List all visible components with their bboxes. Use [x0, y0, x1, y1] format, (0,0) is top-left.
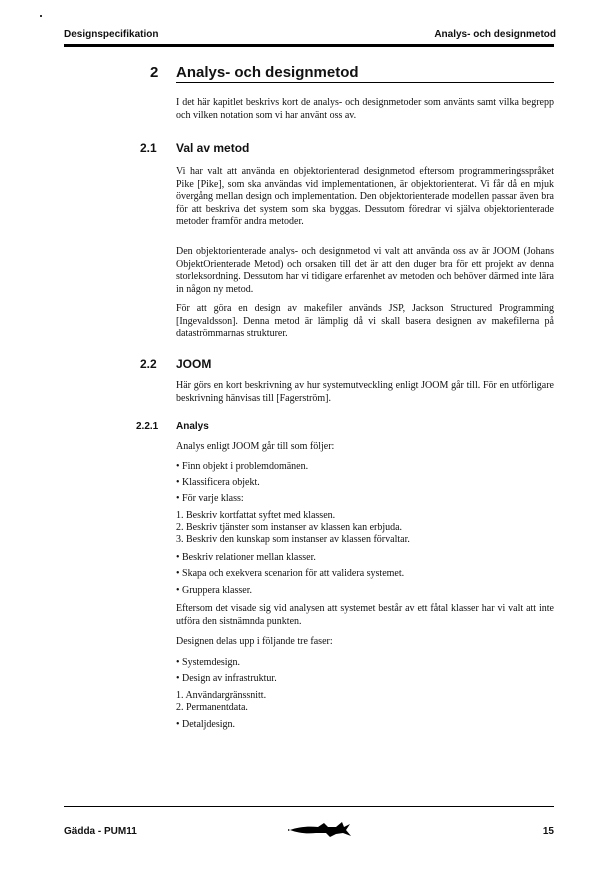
design-phases-lead: Designen delas upp i följande tre faser: — [176, 636, 333, 647]
section-2-2-intro: Här görs en kort beskrivning av hur systemutveckling enligt JOOM går till. För en utförligare beskrivning hänvisas till [Fagerström]. — [176, 380, 554, 404]
subsection-number-2-2-1: 2.2.1 — [136, 421, 159, 432]
footer-project-label: Gädda - PUM11 — [64, 826, 137, 837]
chapter-title: Analys- och designmetod — [176, 64, 359, 81]
footer-rule — [64, 806, 554, 807]
list-item: 2. Beskriv tjänster som instanser av klassen kan erbjuda. — [176, 522, 403, 533]
list-item: • Finn objekt i problemdomänen. — [176, 461, 309, 472]
paragraph: För att göra en design av makefiler används JSP, Jackson Structured Programming [Ingevaldsson]. Denna metod är lämplig då vi skall basera designen av makefilerna på dataströmmarnas strukturer. — [176, 303, 554, 339]
list-item: • Klassificera objekt. — [176, 477, 260, 488]
paragraph: Den objektorienterade analys- och designmetod vi valt att använda oss av är JOOM (Johans ObjektOrienterade Metod) och orsaken till det är att den duger bra för ett projekt av denna storleksordning. Dessutom har vi tidigare erfarenhet av metoden och behöver därmed inte lära in någon ny metod. — [176, 246, 554, 295]
list-item: • Design av infrastruktur. — [176, 673, 277, 684]
list-item: • Systemdesign. — [176, 657, 241, 668]
pike-fish-icon — [288, 820, 354, 840]
chapter-number: 2 — [150, 64, 159, 81]
list-item: 2. Permanentdata. — [176, 702, 248, 713]
list-item: • För varje klass: — [176, 493, 244, 504]
running-header-right: Analys- och designmetod — [434, 29, 556, 40]
list-item: • Skapa och exekvera scenarion för att validera systemet. — [176, 568, 405, 579]
list-item: • Beskriv relationer mellan klasser. — [176, 552, 316, 563]
header-rule — [64, 44, 554, 47]
chapter-intro: I det här kapitlet beskrivs kort de analys- och designmetoder som använts samt vilka begrepp och vilken notation som vi har använt oss av. — [176, 97, 554, 121]
paragraph: Vi har valt att använda en objektorienterad designmetod eftersom programmeringsspråket Pike [Pike], som ska användas vid implementationen, är objektorienterat. Vi får då en mjuk övergång mellan design och implementation. Den objektorienterade modellen passar även bra för att beskriva det system som ska byggas. Dessutom föredrar vi själva objektorienterade metoder framför andra metoder. — [176, 166, 554, 227]
analysis-conclusion: Eftersom det visade sig vid analysen att systemet består av ett fåtal klasser har vi valt att inte utföra den sistnämnda punkten. — [176, 603, 554, 627]
list-item: • Gruppera klasser. — [176, 585, 252, 596]
page-number: 15 — [542, 826, 554, 837]
section-number-2-2: 2.2 — [140, 357, 157, 371]
chapter-title-underline — [176, 82, 554, 83]
section-title-2-2: JOOM — [176, 357, 212, 371]
list-item: 1. Användargränssnitt. — [176, 690, 267, 701]
list-item: 3. Beskriv den kunskap som instanser av klassen förvaltar. — [176, 534, 410, 545]
list-item: • Detaljdesign. — [176, 719, 236, 730]
section-title-2-1: Val av metod — [176, 141, 250, 155]
list-item: 1. Beskriv kortfattat syftet med klassen. — [176, 510, 336, 521]
analysis-lead: Analys enligt JOOM går till som följer: — [176, 441, 335, 452]
section-number-2-1: 2.1 — [140, 141, 157, 155]
scan-speck — [40, 15, 42, 17]
subsection-title-2-2-1: Analys — [176, 421, 209, 432]
running-header-left: Designspecifikation — [64, 29, 159, 40]
